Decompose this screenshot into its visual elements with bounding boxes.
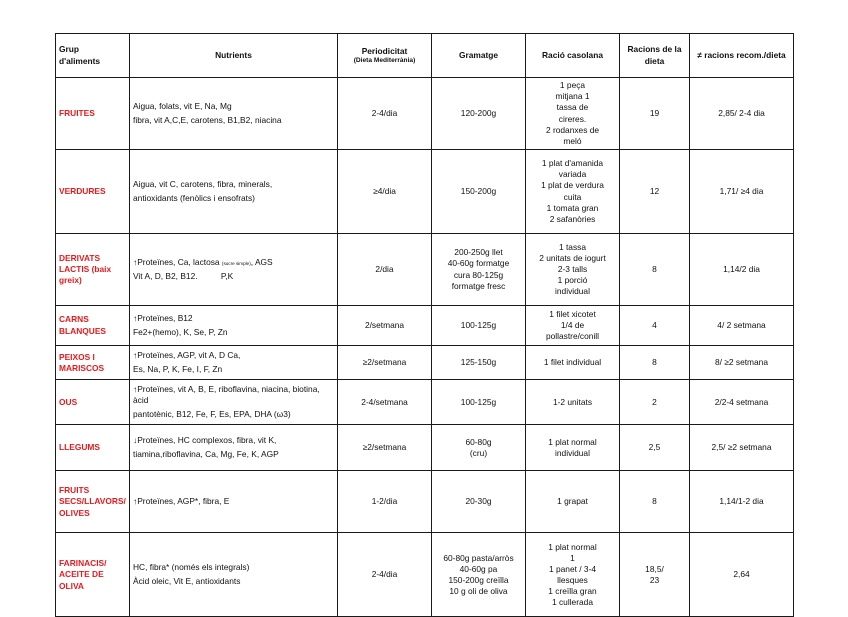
servings-cell: 8 [620,346,690,380]
servings-cell: 12 [620,150,690,234]
nutrients-line: ↑Proteïnes, AGP*, fibra, E [133,496,230,507]
portion-line: 1 [570,552,575,563]
recommended-cell: 1,14/1-2 dia [690,471,794,533]
nutrients-text: ↑Proteïnes, Ca, lactosa [133,256,222,267]
recommended-cell: 2,64 [690,533,794,617]
grams-line: 200-250g llet [454,247,503,258]
nutrients-line: Fe2+(hemo), K, Se, P, Zn [133,327,228,337]
grams-line: 100-125g [460,319,497,330]
table-row [56,306,794,346]
grams-line: 125-150g [460,357,497,368]
header-periodicity-label: Periodicitat [361,45,408,56]
portion-line: pollastre/conill [545,331,600,342]
portion-line: llesques [557,574,588,585]
portion-line: 1 porció [557,275,588,286]
header-servings: Racions de la dieta [620,34,690,78]
portion-line: 2 safanòries [549,213,596,224]
nutrients-cell [130,78,338,150]
nutrients-line: tiamina,riboflavina, Ca, Mg, Fe, K, AGP [133,449,279,460]
header-row [56,34,794,78]
recommended-cell: 1,14/2 dia [690,234,794,306]
portion-cell [526,380,620,425]
nutrients-line: Aigua, folats, vit E, Na, Mg [133,100,232,111]
grams-line: 60-80g [465,436,492,447]
portion-line: variada [558,169,587,180]
nutrients-note: (sucre simple) [221,260,251,266]
grams-line: 40-60g formatge [447,258,510,269]
portion-line: individual [555,286,590,297]
nutrients-line: ↑Proteïnes, B12 [133,312,193,323]
table-row [56,346,794,380]
portion-cell [526,346,620,380]
nutrients-line: fibra, vit A,C,E, carotens, B1,B2, niacina [133,115,282,125]
nutrients-line: Es, Na, P, K, Fe, I, F, Zn [133,364,223,375]
table-row [56,380,794,425]
grams-line: cura 80-125g [453,269,504,280]
group-name: PEIXOS I MARISCOS [56,346,130,380]
portion-line: 1 filet individual [543,357,602,368]
grams-line: 120-200g [460,107,497,118]
grams-line: 150-200g creïlla [448,574,509,585]
servings-cell: 8 [620,471,690,533]
grams-cell [432,380,526,425]
grams-line: 20-30g [465,496,492,507]
nutrients-cell [130,380,338,425]
grams-line: 40-60g pa [459,563,498,574]
portion-line: 1 panet / 3-4 [548,563,597,574]
grams-cell [432,150,526,234]
table-row [56,425,794,471]
grams-line: 150-200g [460,185,497,196]
periodicity-cell: 2-4/dia [338,533,432,617]
grams-cell [432,425,526,471]
grams-cell [432,78,526,150]
portion-line: 1 filet xicotet [549,308,596,319]
grams-cell [432,533,526,617]
portion-cell [526,425,620,471]
nutrients-line: antioxidants (fenòlics i ensofrats) [133,193,255,203]
recommended-cell: 2,85/ 2-4 dia [690,78,794,150]
diet-table [55,33,794,617]
recommended-cell: 8/ ≥2 setmana [690,346,794,380]
periodicity-cell: 2/setmana [338,306,432,346]
header-portion: Ració casolana [526,34,620,78]
nutrients-cell [130,425,338,471]
portion-cell [526,533,620,617]
group-name: LLEGUMS [56,425,130,471]
grams-line: (cru) [469,447,488,458]
grams-cell [432,346,526,380]
nutrients-line [133,257,334,268]
nutrients-line: ↑Proteïnes, vit A, B, E, riboflavina, niacina, biotina, àcid [133,384,320,406]
portion-line: 1 cullerada [552,597,593,608]
table-row [56,150,794,234]
periodicity-cell: ≥2/setmana [338,425,432,471]
periodicity-cell: 2-4/dia [338,78,432,150]
group-name: FRUITS SECS/LLAVORS/ OLIVES [56,471,130,533]
servings-cell: 18,5/ 23 [620,533,690,617]
portion-line: mitjana 1 [555,91,590,102]
nutrients-line: pantotènic, B12, Fe, F, Es, EPA, DHA (ω3) [133,409,291,420]
nutrients-line: HC, fibra* (només els integrals) [133,562,250,573]
portion-line: meló [563,135,582,146]
periodicity-cell: 1-2/dia [338,471,432,533]
nutrients-cell [130,150,338,234]
table-body [56,78,794,617]
header-group [56,34,130,78]
portion-line: tassa de [556,102,589,113]
portion-line: 1 creïlla gran [548,586,597,597]
portion-line: individual [555,447,590,458]
nutrients-line: Aigua, vit C, carotens, fibra, minerals, [133,178,273,189]
nutrients-cell [130,234,338,306]
periodicity-cell: 2/dia [338,234,432,306]
recommended-cell: 2/2-4 setmana [690,380,794,425]
recommended-cell: 2,5/ ≥2 setmana [690,425,794,471]
nutrients-text: , AGS [250,256,273,267]
portion-cell [526,150,620,234]
portion-cell [526,234,620,306]
header-periodicity [338,34,432,78]
servings-cell: 19 [620,78,690,150]
nutrients-line: Àcid oleic, Vit E, antioxidants [133,576,241,587]
portion-line: 1-2 unitats [552,396,593,407]
group-name: FRUITES [56,78,130,150]
portion-line: 1 plat d'amanida [541,158,604,169]
table-row [56,234,794,306]
header-grams: Gramatge [432,34,526,78]
group-name: DERIVATS LACTIS (baix greix) [56,234,130,306]
nutrients-line: ↓Proteïnes, HC complexos, fibra, vit K, [133,435,277,446]
portion-line: 1 plat normal [548,541,597,552]
nutrients-cell [130,346,338,380]
servings-cell: 2 [620,380,690,425]
grams-cell [432,306,526,346]
portion-line: 1 tomata gran [546,202,599,213]
periodicity-cell: 2-4/setmana [338,380,432,425]
servings-cell: 8 [620,234,690,306]
table-row [56,78,794,150]
nutrients-cell [130,533,338,617]
nutrients-line: Vit A, D, B2, B12. P,K [133,271,234,281]
group-name: OUS [56,380,130,425]
portion-cell [526,471,620,533]
portion-line: 1 peça [559,80,586,91]
periodicity-cell: ≥2/setmana [338,346,432,380]
portion-line: 2 unitats de iogurt [539,252,606,263]
portion-line: cireres. [558,113,587,124]
periodicity-cell: ≥4/dia [338,150,432,234]
group-name: FARINACIS/ ACEITE DE OLIVA [56,533,130,617]
nutrients-line: ↑Proteïnes, AGP, vit A, D Ca, [133,350,241,360]
portion-line: 1 plat de verdura [541,180,604,191]
portion-line: 1/4 de [560,319,585,330]
portion-cell [526,306,620,346]
header-group-label: Grup d'aliments [59,44,101,66]
recommended-cell: 1,71/ ≥4 dia [690,150,794,234]
nutrients-cell [130,306,338,346]
servings-cell: 4 [620,306,690,346]
header-periodicity-sub: (Dieta Mediterrània) [353,56,416,64]
grams-line: formatge fresc [451,280,506,291]
portion-line: 1 tassa [558,241,586,252]
portion-line: 1 plat normal [548,436,597,447]
header-recommended: ≠ racions recom./dieta [690,34,794,78]
grams-line: 10 g oli de oliva [449,586,508,597]
nutrients-cell [130,471,338,533]
portion-line: 2-3 talls [557,263,588,274]
grams-cell [432,234,526,306]
header-nutrients: Nutrients [130,34,338,78]
table-row [56,471,794,533]
servings-cell: 2,5 [620,425,690,471]
group-name: CARNS BLANQUES [56,306,130,346]
portion-line: 2 rodanxes de [545,124,600,135]
recommended-cell: 4/ 2 setmana [690,306,794,346]
portion-line: cuita [563,191,582,202]
table-row [56,533,794,617]
grams-line: 60-80g pasta/arròs [443,552,514,563]
portion-line: 1 grapat [557,496,588,507]
group-name: VERDURES [56,150,130,234]
grams-line: 100-125g [460,396,497,407]
portion-cell [526,78,620,150]
grams-cell [432,471,526,533]
